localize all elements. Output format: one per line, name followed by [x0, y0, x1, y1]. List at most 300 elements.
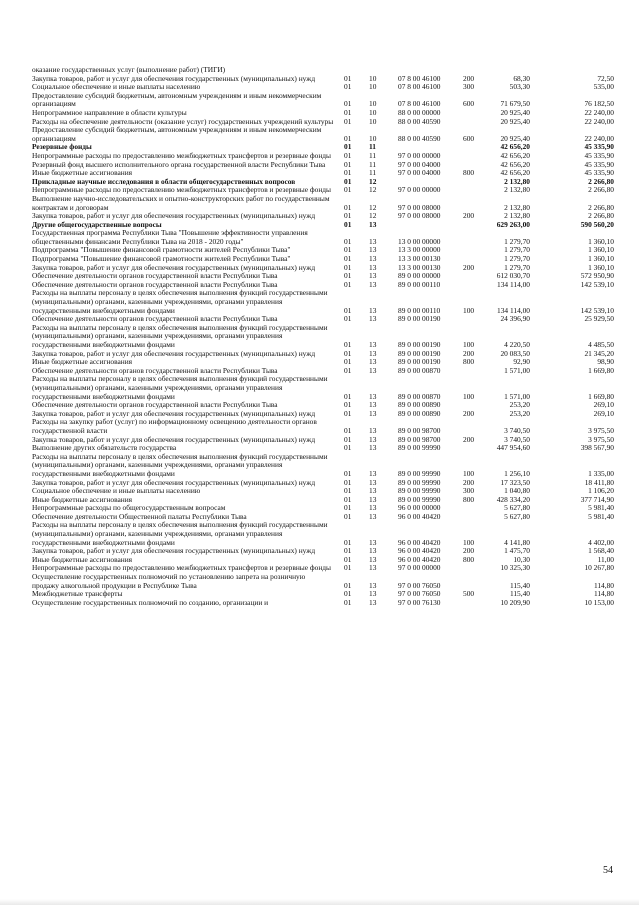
expense-type-code: 100	[463, 305, 475, 315]
razdel-code: 01	[344, 305, 352, 315]
row-name: Расходы на выплаты персоналу в целях обеспечения выполнения функций государственными (муниципальными) органами, казенными учреждениями, органами управления государственными внебюджетными фондами	[32, 322, 328, 349]
row-name: Расходы на выплаты персоналу в целях обеспечения выполнения функций государственными (муниципальными) органами, казенными учреждениями, органами управления государственными внебюджетными фондами	[32, 520, 328, 547]
amount-year-1: 24 396,90	[500, 314, 530, 324]
amount-year-2: 22 240,00	[584, 107, 614, 117]
row-name: Закупка товаров, работ и услуг для обеспечения государственных (муниципальных) нужд	[32, 434, 316, 444]
amount-year-2: 72,50	[597, 73, 614, 83]
amount-year-2: 377 714,90	[580, 494, 614, 504]
expense-type-code: 800	[463, 554, 475, 564]
amount-year-2: 1 360,10	[588, 254, 614, 264]
expense-type-code: 100	[463, 468, 475, 478]
table-row	[32, 324, 614, 350]
podrazdel-code: 13	[369, 391, 377, 401]
target-article-code: 89 0 00 00890	[398, 408, 441, 418]
amount-year-1: 10 325,30	[500, 563, 530, 573]
amount-year-2: 535,00	[593, 82, 614, 92]
row-name: Расходы на выплаты персоналу в целях обеспечения выполнения функций государственными (муниципальными) органами, казенными учреждениями, органами управления государственными внебюджетными фондами	[32, 374, 328, 401]
amount-year-2: 142 539,10	[580, 305, 614, 315]
podrazdel-code: 13	[369, 305, 377, 315]
expense-type-code: 100	[463, 391, 475, 401]
table-row	[32, 599, 614, 608]
podrazdel-code: 11	[369, 159, 377, 169]
amount-year-1: 42 656,20	[500, 168, 530, 178]
razdel-code: 01	[344, 168, 352, 178]
row-name: Социальное обеспечение и иные выплаты населению	[32, 486, 201, 496]
podrazdel-code: 13	[369, 443, 377, 453]
podrazdel-code: 13	[369, 314, 377, 324]
razdel-code: 01	[344, 99, 352, 109]
amount-year-2: 1 360,10	[588, 236, 614, 246]
podrazdel-code: 11	[369, 168, 377, 178]
target-article-code: 96 0 00 00000	[398, 503, 441, 513]
table-row	[32, 418, 614, 435]
podrazdel-code: 10	[369, 82, 377, 92]
podrazdel-code: 12	[369, 176, 377, 186]
row-name: Предоставление субсидий бюджетным, автономным учреждениям и иным некоммерческим организациям	[32, 90, 322, 109]
target-article-code: 97 0 00 76130	[398, 597, 441, 607]
row-name: Обеспечение деятельности органов государственной власти Республики Тыва	[32, 314, 278, 324]
amount-year-2: 45 335,90	[584, 150, 614, 160]
row-name: Закупка товаров, работ и услуг для обеспечения государственных (муниципальных) нужд	[32, 262, 316, 272]
amount-year-1: 3 740,50	[504, 425, 530, 435]
target-article-code: 89 0 00 00870	[398, 365, 441, 375]
target-article-code: 89 0 00 00000	[398, 271, 441, 281]
podrazdel-code: 13	[369, 597, 377, 607]
row-name: Закупка товаров, работ и услуг для обеспечения государственных (муниципальных) нужд	[32, 477, 316, 487]
row-name: Непрограммные расходы по общегосударственным вопросам	[32, 503, 226, 513]
podrazdel-code: 10	[369, 107, 377, 117]
amount-year-1: 1 571,00	[504, 391, 530, 401]
row-name: Социальное обеспечение и иные выплаты населению	[32, 82, 201, 92]
amount-year-1: 5 627,80	[504, 503, 530, 513]
expense-type-code: 200	[463, 408, 475, 418]
podrazdel-code: 13	[369, 425, 377, 435]
row-name: Непрограммное направление в области культуры	[32, 107, 187, 117]
table-row	[32, 521, 614, 547]
row-name: Государственная программа Республики Тыва "Повышение эффективности управления общественными финансами Республики Тыва на 2018 - 2020 годы"	[32, 228, 308, 246]
amount-year-1: 115,40	[509, 589, 530, 599]
amount-year-1: 115,40	[509, 580, 530, 590]
target-article-code: 88 0 00 40590	[398, 133, 441, 143]
podrazdel-code: 13	[369, 262, 377, 272]
amount-year-1: 3 740,50	[504, 434, 530, 444]
amount-year-1: 1 279,70	[504, 254, 530, 264]
amount-year-1: 20 925,40	[500, 107, 530, 117]
amount-year-1: 447 954,60	[496, 443, 530, 453]
razdel-code: 01	[344, 554, 352, 564]
amount-year-2: 22 240,00	[584, 133, 614, 143]
row-name: Выполнение других обязательств государства	[32, 443, 177, 453]
target-article-code: 97 0 00 08000	[398, 202, 441, 212]
row-name: Обеспечение деятельности органов государственной власти Республики Тыва	[32, 400, 278, 410]
target-article-code: 97 0 00 00000	[398, 185, 441, 195]
expense-type-code: 200	[463, 348, 475, 358]
razdel-code: 01	[344, 580, 352, 590]
razdel-code: 01	[344, 486, 352, 496]
razdel-code: 01	[344, 202, 352, 212]
amount-year-1: 1 279,70	[504, 262, 530, 272]
target-article-code: 89 0 00 00110	[398, 305, 441, 315]
row-name: Расходы на закупку работ (услуг) по информационному освещению деятельности органов государственной власти	[32, 417, 317, 435]
expense-type-code: 600	[463, 99, 475, 109]
row-name: Обеспечение деятельности органов государственной власти Республики Тыва	[32, 279, 278, 289]
podrazdel-code: 13	[369, 365, 377, 375]
table-row	[32, 375, 614, 401]
razdel-code: 01	[344, 468, 352, 478]
row-name: Резервный фонд высшего исполнительного органа государственной власти Республики Тыва	[32, 159, 326, 169]
amount-year-2: 1 669,80	[588, 391, 614, 401]
podrazdel-code: 13	[369, 511, 377, 521]
target-article-code: 97 0 00 04000	[398, 159, 441, 169]
row-name: Резервные фонды	[32, 142, 92, 152]
amount-year-1: 1 040,80	[504, 486, 530, 496]
expense-type-code: 200	[463, 211, 475, 221]
expense-type-code: 500	[463, 589, 475, 599]
target-article-code: 97 0 00 00000	[398, 563, 441, 573]
razdel-code: 01	[344, 236, 352, 246]
razdel-code: 01	[344, 340, 352, 349]
target-article-code: 13 0 00 00000	[398, 236, 441, 246]
razdel-code: 01	[344, 271, 352, 281]
razdel-code: 01	[344, 494, 352, 504]
razdel-code: 01	[344, 546, 352, 556]
amount-year-1: 68,30	[513, 73, 530, 83]
razdel-code: 01	[344, 159, 352, 169]
row-name: Межбюджетные трансферты	[32, 589, 123, 599]
amount-year-1: 71 679,50	[500, 99, 530, 109]
amount-year-2: 142 539,10	[580, 279, 614, 289]
target-article-code: 13 3 00 00130	[398, 254, 441, 264]
target-article-code: 89 0 00 99990	[398, 477, 441, 487]
amount-year-2: 10 153,00	[584, 597, 614, 607]
target-article-code: 89 0 00 00870	[398, 391, 441, 401]
target-article-code: 89 0 00 00190	[398, 340, 441, 349]
row-name: Иные бюджетные ассигнования	[32, 554, 133, 564]
podrazdel-code: 13	[369, 357, 377, 367]
amount-year-1: 42 656,20	[500, 142, 530, 152]
amount-year-2: 21 345,20	[584, 348, 614, 358]
amount-year-2: 572 950,90	[580, 271, 614, 281]
razdel-code: 01	[344, 116, 352, 126]
table-row	[32, 195, 614, 212]
razdel-code: 01	[344, 133, 352, 143]
podrazdel-code: 13	[369, 254, 377, 264]
podrazdel-code: 13	[369, 219, 377, 229]
table-row	[32, 126, 614, 143]
target-article-code: 97 0 00 00000	[398, 150, 441, 160]
target-article-code: 96 0 00 40420	[398, 546, 441, 556]
amount-year-2: 11,00	[597, 554, 614, 564]
row-name: Расходы на обеспечение деятельности (оказание услуг) государственных учреждений культуры	[32, 116, 334, 126]
table-row	[32, 289, 614, 315]
row-name: Закупка товаров, работ и услуг для обеспечения государственных (муниципальных) нужд	[32, 348, 316, 358]
razdel-code: 01	[344, 477, 352, 487]
row-name: оказание государственных услуг (выполнение работ) (ТИГИ)	[32, 65, 226, 74]
amount-year-1: 20 925,40	[500, 116, 530, 126]
amount-year-2: 45 335,90	[584, 142, 614, 152]
expense-type-code: 300	[463, 82, 475, 92]
row-name: Иные бюджетные ассигнования	[32, 168, 133, 178]
amount-year-2: 2 266,80	[588, 176, 614, 186]
razdel-code: 01	[344, 425, 352, 435]
target-article-code: 89 0 00 99990	[398, 443, 441, 453]
target-article-code: 89 0 00 00190	[398, 357, 441, 367]
podrazdel-code: 13	[369, 554, 377, 564]
razdel-code: 01	[344, 365, 352, 375]
amount-year-2: 1 106,20	[588, 486, 614, 496]
amount-year-1: 1 256,10	[504, 468, 530, 478]
razdel-code: 01	[344, 597, 352, 607]
podrazdel-code: 10	[369, 116, 377, 126]
row-name: Обеспечение деятельности органов государственной власти Республики Тыва	[32, 271, 278, 281]
row-name: Осуществление государственных полномочий по установлению запрета на розничную продажу алкогольной продукции в Республике Тыва	[32, 572, 306, 590]
amount-year-1: 1 279,70	[504, 245, 530, 255]
razdel-code: 01	[344, 73, 352, 83]
amount-year-1: 10 209,90	[500, 597, 530, 607]
podrazdel-code: 13	[369, 546, 377, 556]
podrazdel-code: 13	[369, 537, 377, 547]
row-name: Подпрограмма "Повышение финансовой грамотности жителей Республики Тыва"	[32, 245, 291, 255]
amount-year-1: 2 132,80	[504, 202, 530, 212]
razdel-code: 01	[344, 537, 352, 547]
amount-year-1: 17 323,50	[500, 477, 530, 487]
razdel-code: 01	[344, 408, 352, 418]
razdel-code: 01	[344, 185, 352, 195]
amount-year-2: 1 360,10	[588, 245, 614, 255]
expense-type-code: 100	[463, 537, 475, 547]
target-article-code: 89 0 00 00890	[398, 400, 441, 410]
row-name: Закупка товаров, работ и услуг для обеспечения государственных (муниципальных) нужд	[32, 408, 316, 418]
podrazdel-code: 13	[369, 400, 377, 410]
target-article-code: 89 0 00 98700	[398, 434, 441, 444]
target-article-code: 89 0 00 99990	[398, 468, 441, 478]
amount-year-2: 1 669,80	[588, 365, 614, 375]
expense-type-code: 200	[463, 73, 475, 83]
amount-year-2: 10 267,80	[584, 563, 614, 573]
amount-year-1: 4 220,50	[504, 340, 530, 349]
expense-type-code: 800	[463, 357, 475, 367]
row-name: Выполнение научно-исследовательских и опытно-конструкторских работ по государственным контрактам и договорам	[32, 193, 330, 212]
amount-year-2: 3 975,50	[588, 425, 614, 435]
amount-year-2: 45 335,90	[584, 159, 614, 169]
expense-type-code: 800	[463, 168, 475, 178]
table-row	[32, 229, 614, 246]
row-name: Непрограммные расходы по предоставлению межбюджетных трансфертов и резервные фонды	[32, 150, 332, 160]
target-article-code: 07 8 00 46100	[398, 73, 441, 83]
row-name: Прикладные научные исследования в области общегосударственных вопросов	[32, 176, 296, 186]
target-article-code: 07 8 00 46100	[398, 82, 441, 92]
razdel-code: 01	[344, 219, 352, 229]
amount-year-2: 590 560,20	[580, 219, 614, 229]
amount-year-1: 42 656,20	[500, 150, 530, 160]
amount-year-1: 428 334,20	[496, 494, 530, 504]
amount-year-1: 1 475,70	[504, 546, 530, 556]
target-article-code: 97 0 00 76050	[398, 580, 441, 590]
podrazdel-code: 11	[369, 150, 377, 160]
expense-type-code: 200	[463, 434, 475, 444]
row-name: Предоставление субсидий бюджетным, автономным учреждениям и иным некоммерческим организациям	[32, 125, 322, 143]
expense-type-code: 100	[463, 340, 475, 349]
target-article-code: 89 0 00 98700	[398, 425, 441, 435]
amount-year-2: 1 360,10	[588, 262, 614, 272]
podrazdel-code: 10	[369, 133, 377, 143]
amount-year-2: 25 929,50	[584, 314, 614, 324]
target-article-code: 88 0 00 40590	[398, 116, 441, 126]
podrazdel-code: 13	[369, 434, 377, 444]
amount-year-1: 92,90	[513, 357, 530, 367]
table-row	[32, 453, 614, 479]
razdel-code: 01	[344, 400, 352, 410]
budget-table	[32, 66, 614, 607]
podrazdel-code: 12	[369, 185, 377, 195]
podrazdel-code: 10	[369, 73, 377, 83]
amount-year-2: 269,10	[593, 400, 614, 410]
razdel-code: 01	[344, 142, 352, 152]
amount-year-2: 3 975,50	[588, 434, 614, 444]
amount-year-2: 114,80	[593, 580, 614, 590]
target-article-code: 88 0 00 00000	[398, 107, 441, 117]
amount-year-1: 42 656,20	[500, 159, 530, 169]
expense-type-code: 300	[463, 486, 475, 496]
podrazdel-code: 12	[369, 202, 377, 212]
amount-year-1: 5 627,80	[504, 511, 530, 521]
row-name: Закупка товаров, работ и услуг для обеспечения государственных (муниципальных) нужд	[32, 211, 316, 221]
razdel-code: 01	[344, 434, 352, 444]
podrazdel-code: 11	[369, 142, 376, 152]
table-row	[32, 92, 614, 109]
amount-year-1: 253,20	[509, 400, 530, 410]
amount-year-2: 398 567,90	[580, 443, 614, 453]
amount-year-1: 253,20	[509, 408, 530, 418]
razdel-code: 01	[344, 589, 352, 599]
row-name: Осуществление государственных полномочий по созданию, организации и	[32, 597, 269, 607]
podrazdel-code: 13	[369, 279, 377, 289]
row-name: Непрограммные расходы по предоставлению межбюджетных трансфертов и резервные фонды	[32, 185, 332, 195]
amount-year-2: 22 240,00	[584, 116, 614, 126]
amount-year-2: 5 981,40	[588, 511, 614, 521]
amount-year-1: 134 114,00	[497, 305, 530, 315]
target-article-code: 97 0 00 76050	[398, 589, 441, 599]
amount-year-1: 2 132,80	[504, 211, 530, 221]
expense-type-code: 200	[463, 477, 475, 487]
amount-year-1: 503,30	[509, 82, 530, 92]
razdel-code: 01	[344, 211, 352, 221]
target-article-code: 89 0 00 99990	[398, 494, 441, 504]
amount-year-1: 10,30	[513, 554, 530, 564]
target-article-code: 13 3 00 00130	[398, 262, 441, 272]
scan-edge	[0, 899, 639, 905]
podrazdel-code: 13	[369, 236, 377, 246]
amount-year-2: 2 266,80	[588, 211, 614, 221]
razdel-code: 01	[344, 314, 352, 324]
target-article-code: 97 0 00 04000	[398, 168, 441, 178]
podrazdel-code: 13	[369, 271, 377, 281]
podrazdel-code: 13	[369, 348, 377, 358]
razdel-code: 01	[344, 357, 352, 367]
razdel-code: 01	[344, 82, 352, 92]
podrazdel-code: 13	[369, 589, 377, 599]
amount-year-1: 1 279,70	[504, 236, 530, 246]
amount-year-1: 134 114,00	[497, 279, 530, 289]
podrazdel-code: 13	[369, 245, 377, 255]
razdel-code: 01	[344, 254, 352, 264]
target-article-code: 96 0 00 40420	[398, 511, 441, 521]
amount-year-1: 629 263,00	[496, 219, 530, 229]
target-article-code: 89 0 00 00190	[398, 314, 441, 324]
razdel-code: 01	[344, 245, 352, 255]
razdel-code: 01	[344, 279, 352, 289]
amount-year-1: 20 925,40	[500, 133, 530, 143]
podrazdel-code: 12	[369, 211, 377, 221]
row-name: Непрограммные расходы по предоставлению межбюджетных трансфертов и резервные фонды	[32, 563, 332, 573]
razdel-code: 01	[344, 348, 352, 358]
amount-year-2: 4 402,00	[588, 537, 614, 547]
row-name: Иные бюджетные ассигнования	[32, 357, 133, 367]
podrazdel-code: 13	[369, 563, 377, 573]
amount-year-2: 269,10	[593, 408, 614, 418]
podrazdel-code: 13	[369, 580, 377, 590]
amount-year-2: 98,90	[597, 357, 614, 367]
amount-year-1: 2 132,80	[504, 185, 530, 195]
amount-year-2: 5 981,40	[588, 503, 614, 513]
row-name: Обеспечение деятельности органов государственной власти Республики Тыва	[32, 365, 278, 375]
amount-year-1: 612 030,70	[496, 271, 530, 281]
amount-year-2: 18 411,80	[584, 477, 614, 487]
row-name: Обеспечение деятельности Общественной палаты Республики Тыва	[32, 511, 247, 521]
target-article-code: 89 0 00 00190	[398, 348, 441, 358]
amount-year-2: 1 335,00	[588, 468, 614, 478]
table-row	[32, 573, 614, 590]
target-article-code: 96 0 00 40420	[398, 554, 441, 564]
amount-year-1: 20 083,50	[500, 348, 530, 358]
row-name: Расходы на выплаты персоналу в целях обеспечения выполнения функций государственными (муниципальными) органами, казенными учреждениями, органами управления государственными внебюджетными фондами	[32, 451, 328, 478]
razdel-code: 01	[344, 391, 352, 401]
podrazdel-code: 10	[369, 99, 377, 109]
amount-year-2: 1 568,40	[588, 546, 614, 556]
row-name: Другие общегосударственные вопросы	[32, 219, 162, 229]
target-article-code: 89 0 00 99990	[398, 486, 441, 496]
expense-type-code: 600	[463, 133, 475, 143]
amount-year-2: 2 266,80	[588, 185, 614, 195]
podrazdel-code: 13	[369, 477, 377, 487]
amount-year-2: 114,80	[593, 589, 614, 599]
amount-year-2: 2 266,80	[588, 202, 614, 212]
amount-year-2: 45 335,90	[584, 168, 614, 178]
amount-year-1: 4 141,80	[504, 537, 530, 547]
podrazdel-code: 13	[369, 468, 377, 478]
target-article-code: 89 0 00 00110	[398, 279, 441, 289]
podrazdel-code: 13	[369, 486, 377, 496]
row-name: Закупка товаров, работ и услуг для обеспечения государственных (муниципальных) нужд	[32, 73, 316, 83]
amount-year-2: 4 485,50	[588, 340, 614, 349]
razdel-code: 01	[344, 563, 352, 573]
amount-year-1: 1 571,00	[504, 365, 530, 375]
razdel-code: 01	[344, 176, 352, 186]
razdel-code: 01	[344, 150, 352, 160]
expense-type-code: 200	[463, 262, 475, 272]
amount-year-2: 76 182,50	[584, 99, 614, 109]
page-number: 54	[603, 865, 613, 876]
target-article-code: 96 0 00 40420	[398, 537, 441, 547]
razdel-code: 01	[344, 511, 352, 521]
expense-type-code: 200	[463, 546, 475, 556]
row-name: Расходы на выплаты персоналу в целях обеспечения выполнения функций государственными (муниципальными) органами, казенными учреждениями, органами управления государственными внебюджетными фондами	[32, 288, 328, 315]
target-article-code: 07 8 00 46100	[398, 99, 441, 109]
podrazdel-code: 13	[369, 340, 377, 349]
podrazdel-code: 13	[369, 408, 377, 418]
podrazdel-code: 13	[369, 503, 377, 513]
podrazdel-code: 13	[369, 494, 377, 504]
